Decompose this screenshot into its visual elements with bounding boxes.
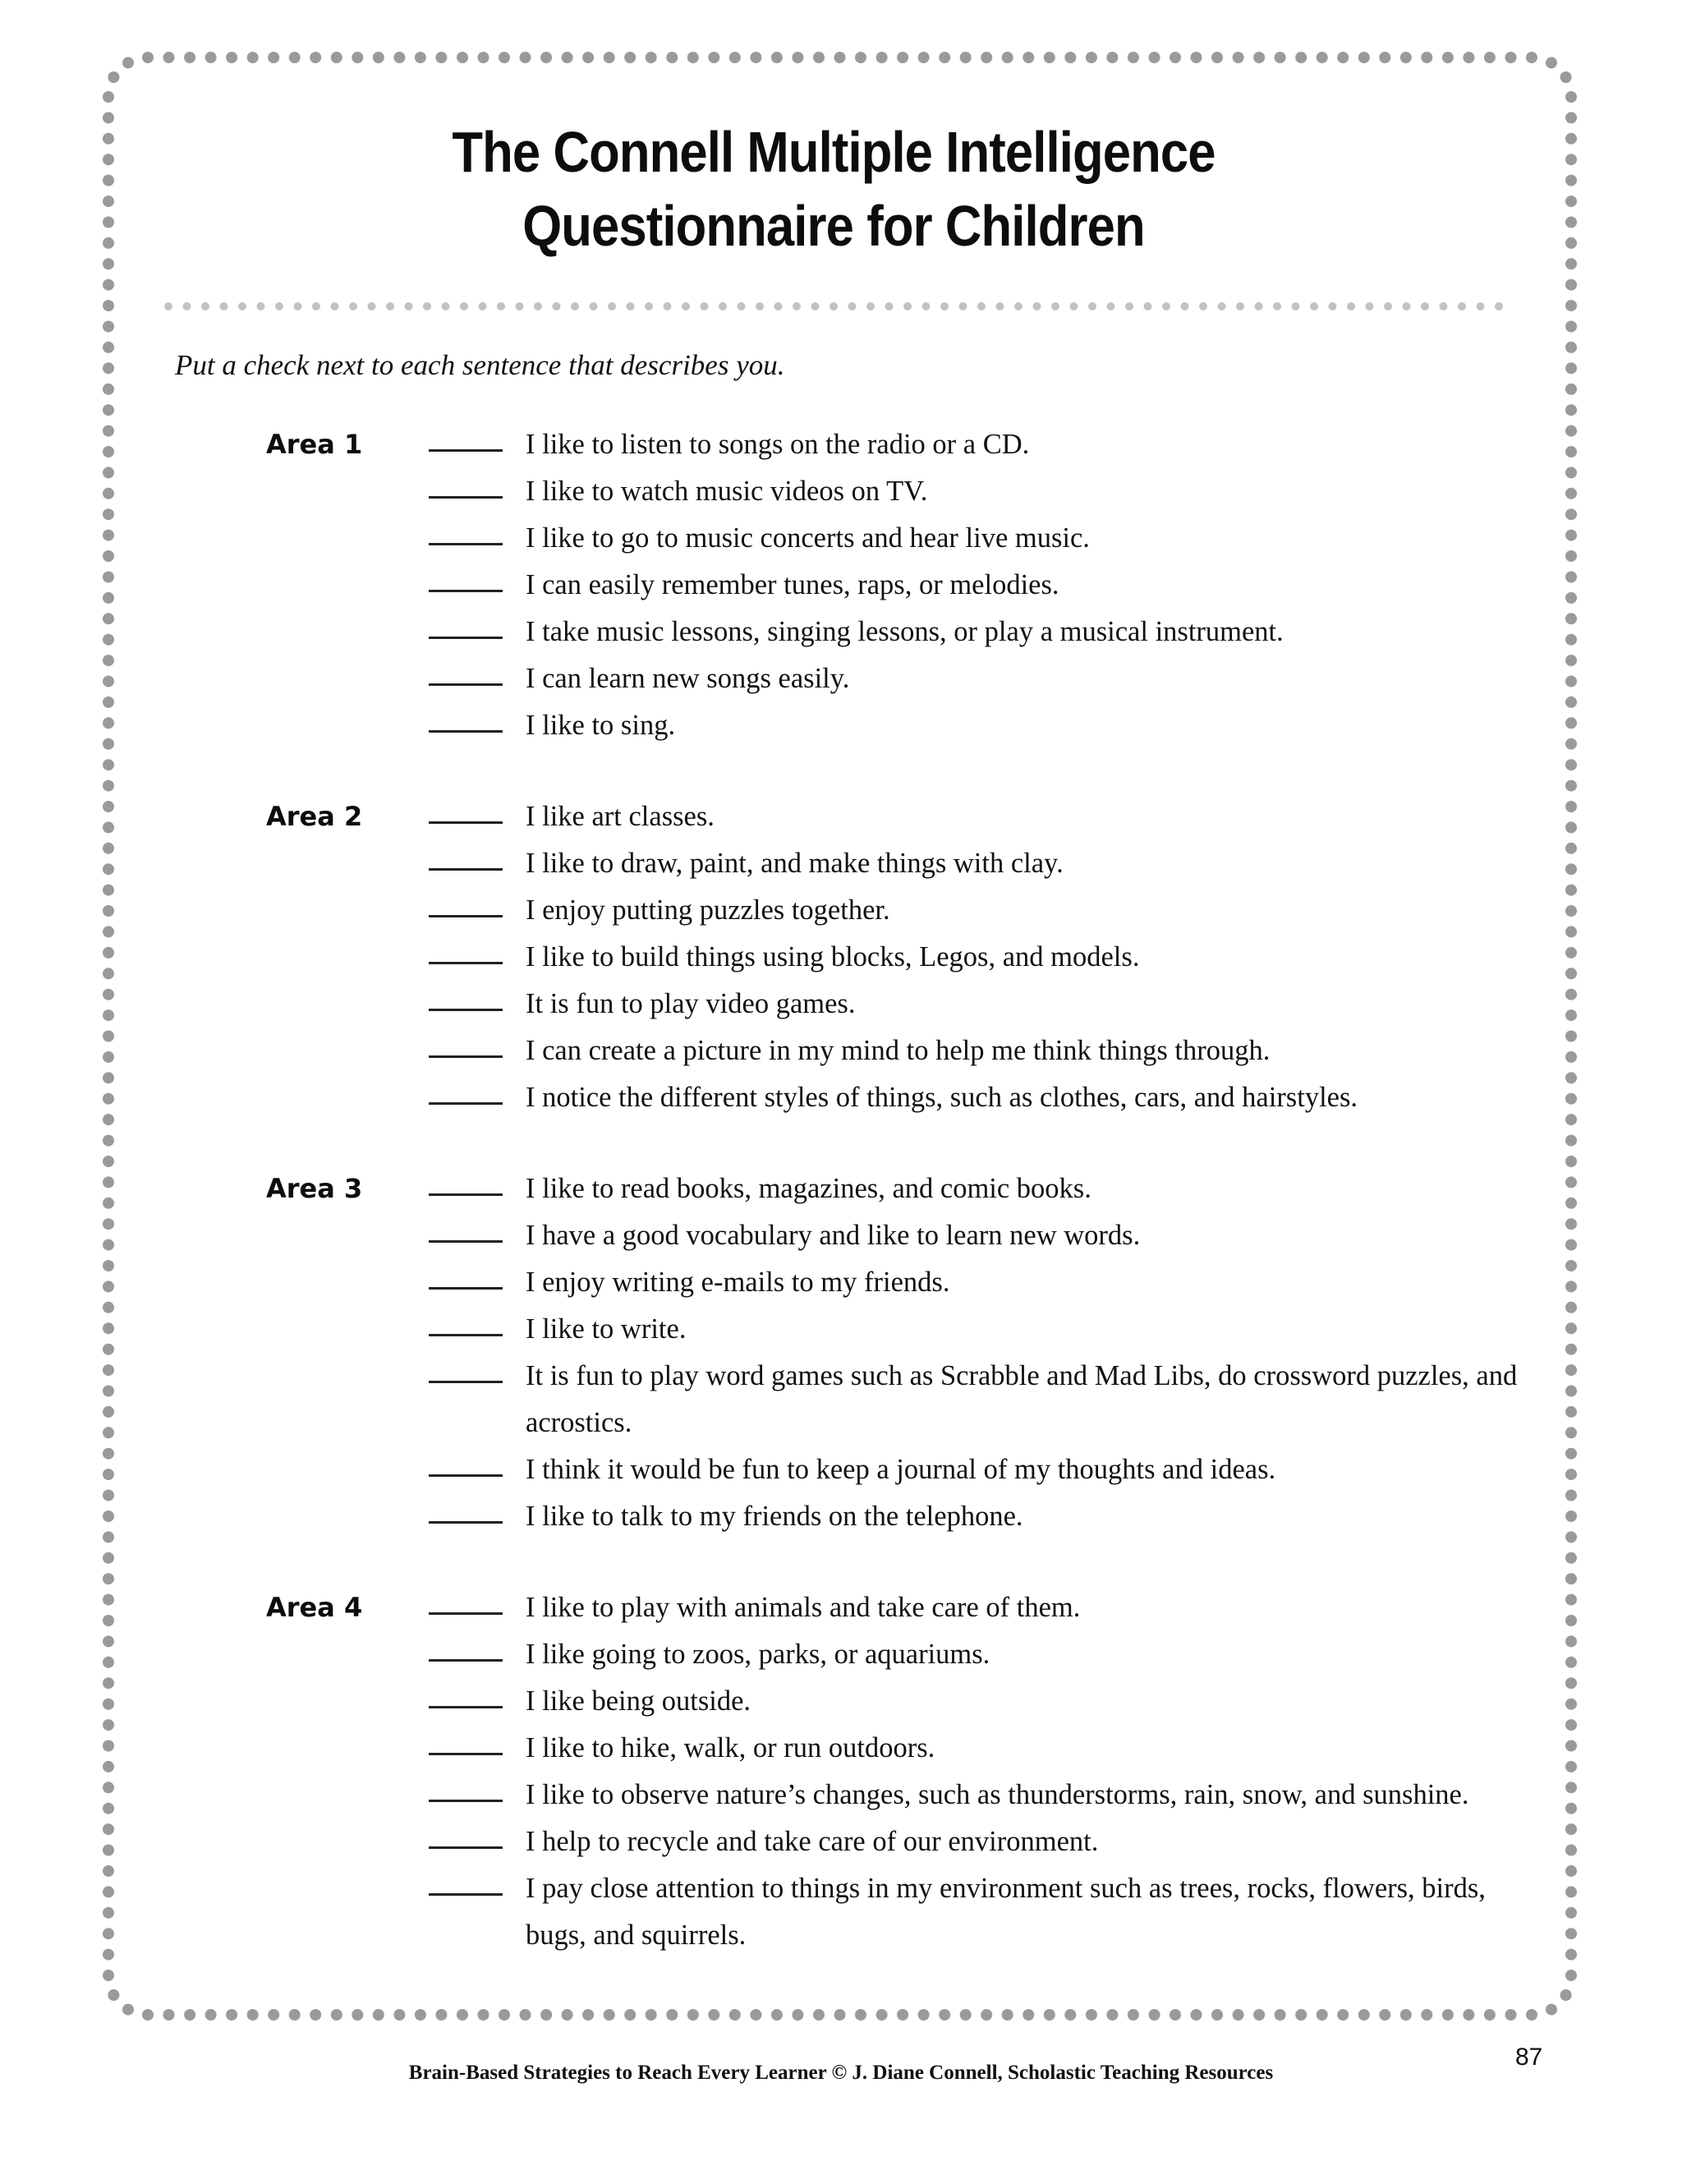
checklist-item [0,1678,1682,1725]
item-text: I enjoy writing e-mails to my friends. [526,1267,950,1298]
checklist-item [0,468,1682,515]
checklist-item [0,609,1682,655]
checklist-item [0,1446,1682,1493]
item-text: I like to observe nature’s changes, such as thunderstorms, rain, snow, and sunshine. [526,1779,1469,1810]
check-blank[interactable] [429,730,503,733]
checklist-item [0,1166,1682,1212]
checklist-item [0,655,1682,702]
checklist-item [0,1353,1682,1446]
check-blank[interactable] [429,1193,503,1196]
checklist-item [0,1865,1682,1959]
check-blank[interactable] [429,1612,503,1615]
check-blank[interactable] [429,821,503,824]
item-text: I like to listen to songs on the radio or a CD. [526,429,1030,460]
check-blank[interactable] [429,496,503,499]
check-blank[interactable] [429,1659,503,1662]
check-blank[interactable] [429,1521,503,1524]
checklist-item [0,1074,1682,1121]
footer-credit: Brain-Based Strategies to Reach Every Learner © J. Diane Connell, Scholastic Teaching Resources [408,2062,1274,2084]
checklist-item [0,1028,1682,1074]
checklist-item [0,793,1682,840]
item-text: I think it would be fun to keep a journal of my thoughts and ideas. [526,1454,1276,1485]
check-blank[interactable] [429,1009,503,1011]
checklist-item [0,1212,1682,1259]
check-blank[interactable] [429,1706,503,1708]
check-blank[interactable] [429,1334,503,1336]
item-text: I can create a picture in my mind to help me think things through. [526,1035,1271,1066]
checklist-item [0,1631,1682,1678]
checklist-item [0,1725,1682,1772]
check-blank[interactable] [429,1800,503,1802]
check-blank[interactable] [429,1287,503,1290]
check-blank[interactable] [429,1240,503,1243]
check-blank[interactable] [429,590,503,592]
checklist-item [0,421,1682,468]
checklist-item [0,1306,1682,1353]
check-blank[interactable] [429,683,503,686]
checklist-item [0,1818,1682,1865]
item-text: I like to sing. [526,710,676,741]
item-text: I like going to zoos, parks, or aquariums. [526,1639,990,1670]
check-blank[interactable] [429,1846,503,1849]
checklist-item [0,887,1682,934]
check-blank[interactable] [429,962,503,964]
area-label: Area 2 [266,801,363,832]
title-line-2: Questionnaire for Children [522,194,1145,258]
item-text: I like to read books, magazines, and comic books. [526,1173,1091,1204]
item-text: I like to watch music videos on TV. [526,476,928,507]
item-text: I have a good vocabulary and like to learn new words. [526,1220,1141,1251]
checklist-item [0,1259,1682,1306]
checklist-item [0,515,1682,562]
item-text: I like to draw, paint, and make things with clay. [526,848,1064,879]
item-text: I like to go to music concerts and hear live music. [526,522,1090,554]
check-blank[interactable] [429,1381,503,1383]
check-blank[interactable] [429,868,503,871]
area-label: Area 3 [266,1173,363,1204]
check-blank[interactable] [429,543,503,545]
item-text: I can learn new songs easily. [526,663,850,694]
check-blank[interactable] [429,1474,503,1477]
item-text: I enjoy putting puzzles together. [526,894,890,926]
item-text: I like to talk to my friends on the telephone. [526,1501,1023,1532]
item-text: It is fun to play word games such as Scrabble and Mad Libs, do crossword puzzles, and acrostics. [526,1360,1518,1438]
check-blank[interactable] [429,1893,503,1896]
item-text: I like to build things using blocks, Legos, and models. [526,941,1140,972]
item-text: I like being outside. [526,1685,751,1717]
item-text: It is fun to play video games. [526,988,856,1019]
item-text: I like to play with animals and take care of them. [526,1592,1081,1623]
item-text: I notice the different styles of things, such as clothes, cars, and hairstyles. [526,1082,1358,1113]
checklist-item [0,1493,1682,1540]
checklist-item [0,840,1682,887]
check-blank[interactable] [429,1055,503,1058]
page-number: 87 [1515,2044,1543,2071]
checklist-item [0,702,1682,749]
check-blank[interactable] [429,449,503,452]
title-line-1: The Connell Multiple Intelligence [452,120,1216,184]
check-blank[interactable] [429,915,503,917]
item-text: I like art classes. [526,801,715,832]
area-label: Area 4 [266,1592,363,1623]
item-text: I pay close attention to things in my environment such as trees, rocks, flowers, birds, bugs, and squirrels. [526,1873,1486,1951]
instructions: Put a check next to each sentence that describes you. [175,349,785,381]
checklist-item [0,981,1682,1028]
checklist-item [0,1584,1682,1631]
checklist-item [0,934,1682,981]
item-text: I can easily remember tunes, raps, or melodies. [526,569,1059,600]
checklist-item [0,562,1682,609]
item-text: I like to hike, walk, or run outdoors. [526,1732,935,1763]
page-title [317,115,1350,263]
item-text: I like to write. [526,1313,687,1345]
check-blank[interactable] [429,1753,503,1755]
checklist-item [0,1772,1682,1818]
area-label: Area 1 [266,429,363,460]
check-blank[interactable] [429,1102,503,1105]
item-text: I take music lessons, singing lessons, or play a musical instrument. [526,616,1284,647]
check-blank[interactable] [429,637,503,639]
item-text: I help to recycle and take care of our environment. [526,1826,1099,1857]
